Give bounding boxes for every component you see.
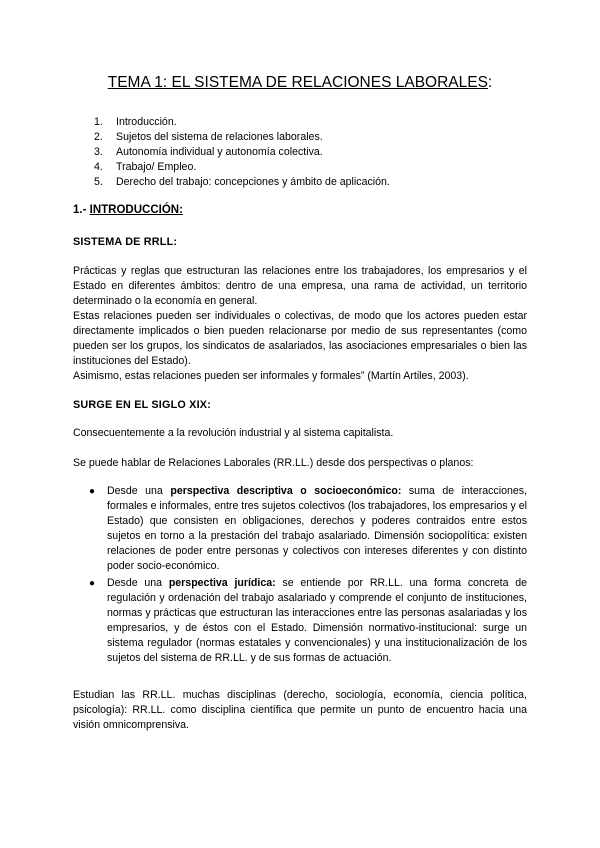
bullet-body: suma de interacciones, formales e informales, entre tres sujetos colectivos (los trabajadores, los empresarios y el Estado) que consisten en obligaciones, derechos y poderes contraidos entre estos sujetos en torno a la prestación del trabajo asalariado. Dimensión sociopolítica: existen relaciones de poder entre personas y colectivos con intereses diferentes y con distinto poder socio-económico.	[107, 485, 527, 572]
paragraph-relations: Estas relaciones pueden ser individuales o colectivas, de modo que los actores pueden estar directamente implicados o bien pueden relacionarse por medio de sus representantes (como pueden ser los grupos, los sindicatos de asalariados, las asociaciones empresariales o bien las instituciones del Estado).	[73, 310, 527, 367]
toc-number: 3.	[94, 145, 103, 158]
paragraph-revolution: Consecuentemente a la revolución industrial y al sistema capitalista.	[73, 427, 394, 439]
bullet-bold: perspectiva jurídica:	[168, 577, 276, 589]
toc-item	[94, 175, 534, 190]
toc-text: Derecho del trabajo: concepciones y ámbito de aplicación.	[116, 175, 390, 188]
page-title-main: TEMA 1: EL SISTEMA DE RELACIONES LABORALES	[107, 74, 488, 91]
toc-number: 2.	[94, 130, 103, 143]
toc-item	[94, 145, 534, 160]
toc-item	[94, 115, 534, 130]
bullet-lead: Desde una	[107, 577, 169, 589]
list-item	[73, 576, 527, 666]
page-title	[0, 73, 600, 93]
bullet-body: se entiende por RR.LL. una forma concreta de regulación y ordenación del trabajo asalariado y comprende el conjunto de instituciones, normas y prácticas que estructuran las interacciones entre las personas asalariadas y los empresarios, y de éstos con el Estado. Dimensión normativo-institucional: surge un sistema regulador (normas estatales y convencionales) y una institucionalización de los sujetos del sistema de RR.LL. y de sus formas de actuación.	[107, 577, 527, 664]
bullet-icon: ●	[89, 486, 96, 497]
toc-number: 4.	[94, 160, 103, 173]
toc-item	[94, 130, 534, 145]
toc-text: Introducción.	[116, 116, 177, 128]
bullet-icon: ●	[89, 578, 96, 589]
bullet-lead: Desde una	[107, 485, 171, 497]
toc-number: 1.	[94, 116, 103, 128]
subheading-sistema-rrll: SISTEMA DE RRLL:	[73, 236, 178, 248]
table-of-contents	[94, 115, 534, 190]
list-item	[73, 484, 527, 574]
subheading-siglo-xix: SURGE EN EL SIGLO XIX:	[73, 399, 211, 411]
paragraph-closing: Estudian las RR.LL. muchas disciplinas (derecho, sociología, economía, ciencia política, psicología): RR.LL. como disciplina científica que permite un punto de encuentro hacia una visión omnicomprensiva.	[73, 689, 527, 731]
paragraph-definition: Prácticas y reglas que estructuran las relaciones entre los trabajadores, los empresarios y el Estado en diferentes ámbitos: dentro de una empresa, una rama de actividad, un territorio determinado o la economía en general.	[73, 265, 527, 307]
section-heading-introduccion	[73, 204, 183, 216]
page-title-suffix: :	[487, 74, 493, 91]
toc-text: Autonomía individual y autonomía colectiva.	[116, 145, 323, 158]
paragraph-informal-formal: Asimismo, estas relaciones pueden ser informales y formales” (Martín Artiles, 2003).	[73, 370, 469, 382]
bullet-bold: perspectiva descriptiva o socioeconómico:	[170, 485, 402, 497]
toc-number: 5.	[94, 175, 103, 188]
perspectives-list	[73, 484, 527, 666]
section-title: INTRODUCCIÓN:	[89, 204, 183, 216]
paragraph-perspectives: Se puede hablar de Relaciones Laborales (RR.LL.) desde dos perspectivas o planos:	[73, 457, 474, 469]
toc-text: Trabajo/ Empleo.	[116, 160, 197, 173]
section-number: 1.-	[73, 204, 90, 216]
toc-text: Sujetos del sistema de relaciones laborales.	[116, 130, 323, 143]
toc-item	[94, 160, 534, 175]
